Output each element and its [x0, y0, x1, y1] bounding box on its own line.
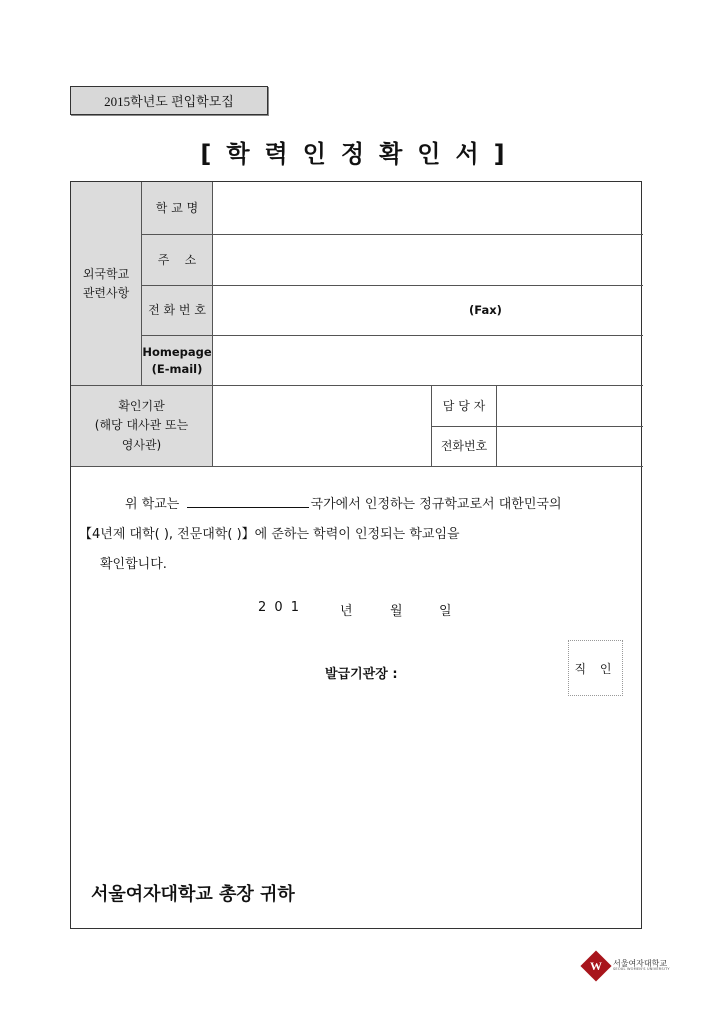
statement-line-2: 【4년제 대학( ), 전문대학( )】에 준하는 학력이 인정되는 학교임을	[79, 527, 460, 542]
admission-year-label: 2015학년도 편입학모집	[70, 86, 268, 115]
manager-field[interactable]	[497, 386, 642, 426]
statement-line-1	[125, 493, 562, 512]
date-month-unit: 월	[390, 604, 403, 619]
fax-label: (Fax)	[469, 303, 502, 317]
university-emblem-icon: W	[580, 950, 611, 981]
phone-number-label: 전 화 번 호	[142, 286, 212, 335]
address-field[interactable]	[213, 235, 642, 285]
date-year-unit: 년	[340, 604, 353, 619]
contact-phone-field[interactable]	[497, 427, 642, 466]
addressee: 서울여자대학교 총장 귀하	[91, 884, 295, 905]
statement-line1-prefix: 위 학교는	[125, 497, 180, 512]
email-label: (E-mail)	[151, 361, 203, 376]
country-blank[interactable]	[187, 495, 309, 508]
phone-number-field[interactable]	[213, 286, 642, 335]
homepage-email-label	[142, 336, 212, 385]
date-day-unit: 일	[439, 604, 452, 619]
address-label: 주 소	[142, 235, 212, 285]
statement-line-3: 확인합니다.	[100, 557, 167, 572]
official-seal-box: 직 인	[568, 640, 623, 696]
date-year-prefix: 2 0 1	[258, 600, 302, 615]
document-title: [학력인정확인서]	[200, 140, 520, 168]
confirmation-form	[70, 181, 642, 929]
group-label-line2: 관련사항	[82, 285, 130, 300]
issuer-label: 발급기관장 :	[325, 667, 398, 682]
homepage-label: Homepage	[142, 344, 212, 359]
homepage-email-field[interactable]	[213, 336, 642, 385]
foreign-school-group-label	[71, 182, 141, 385]
logo-name-english: SEOUL WOMEN'S UNIVERSITY	[613, 967, 670, 972]
confirming-label-line1: 확인기관	[118, 399, 165, 414]
school-name-label: 학 교 명	[142, 182, 212, 234]
confirming-institution-field[interactable]	[213, 386, 431, 466]
school-name-field[interactable]	[213, 182, 642, 234]
confirming-institution-label	[71, 386, 212, 466]
confirming-label-line2: (해당 대사관 또는	[94, 418, 189, 433]
confirming-label-line3: 영사관)	[121, 437, 162, 452]
statement-line1-suffix: 국가에서 인정하는 정규학교로서 대한민국의	[310, 497, 562, 512]
logo-name-korean: 서울여자대학교	[613, 958, 668, 968]
contact-phone-label: 전화번호	[440, 439, 488, 454]
group-label-line1: 외국학교	[82, 266, 130, 281]
manager-label: 담 당 자	[442, 398, 486, 413]
university-logo	[585, 955, 670, 977]
